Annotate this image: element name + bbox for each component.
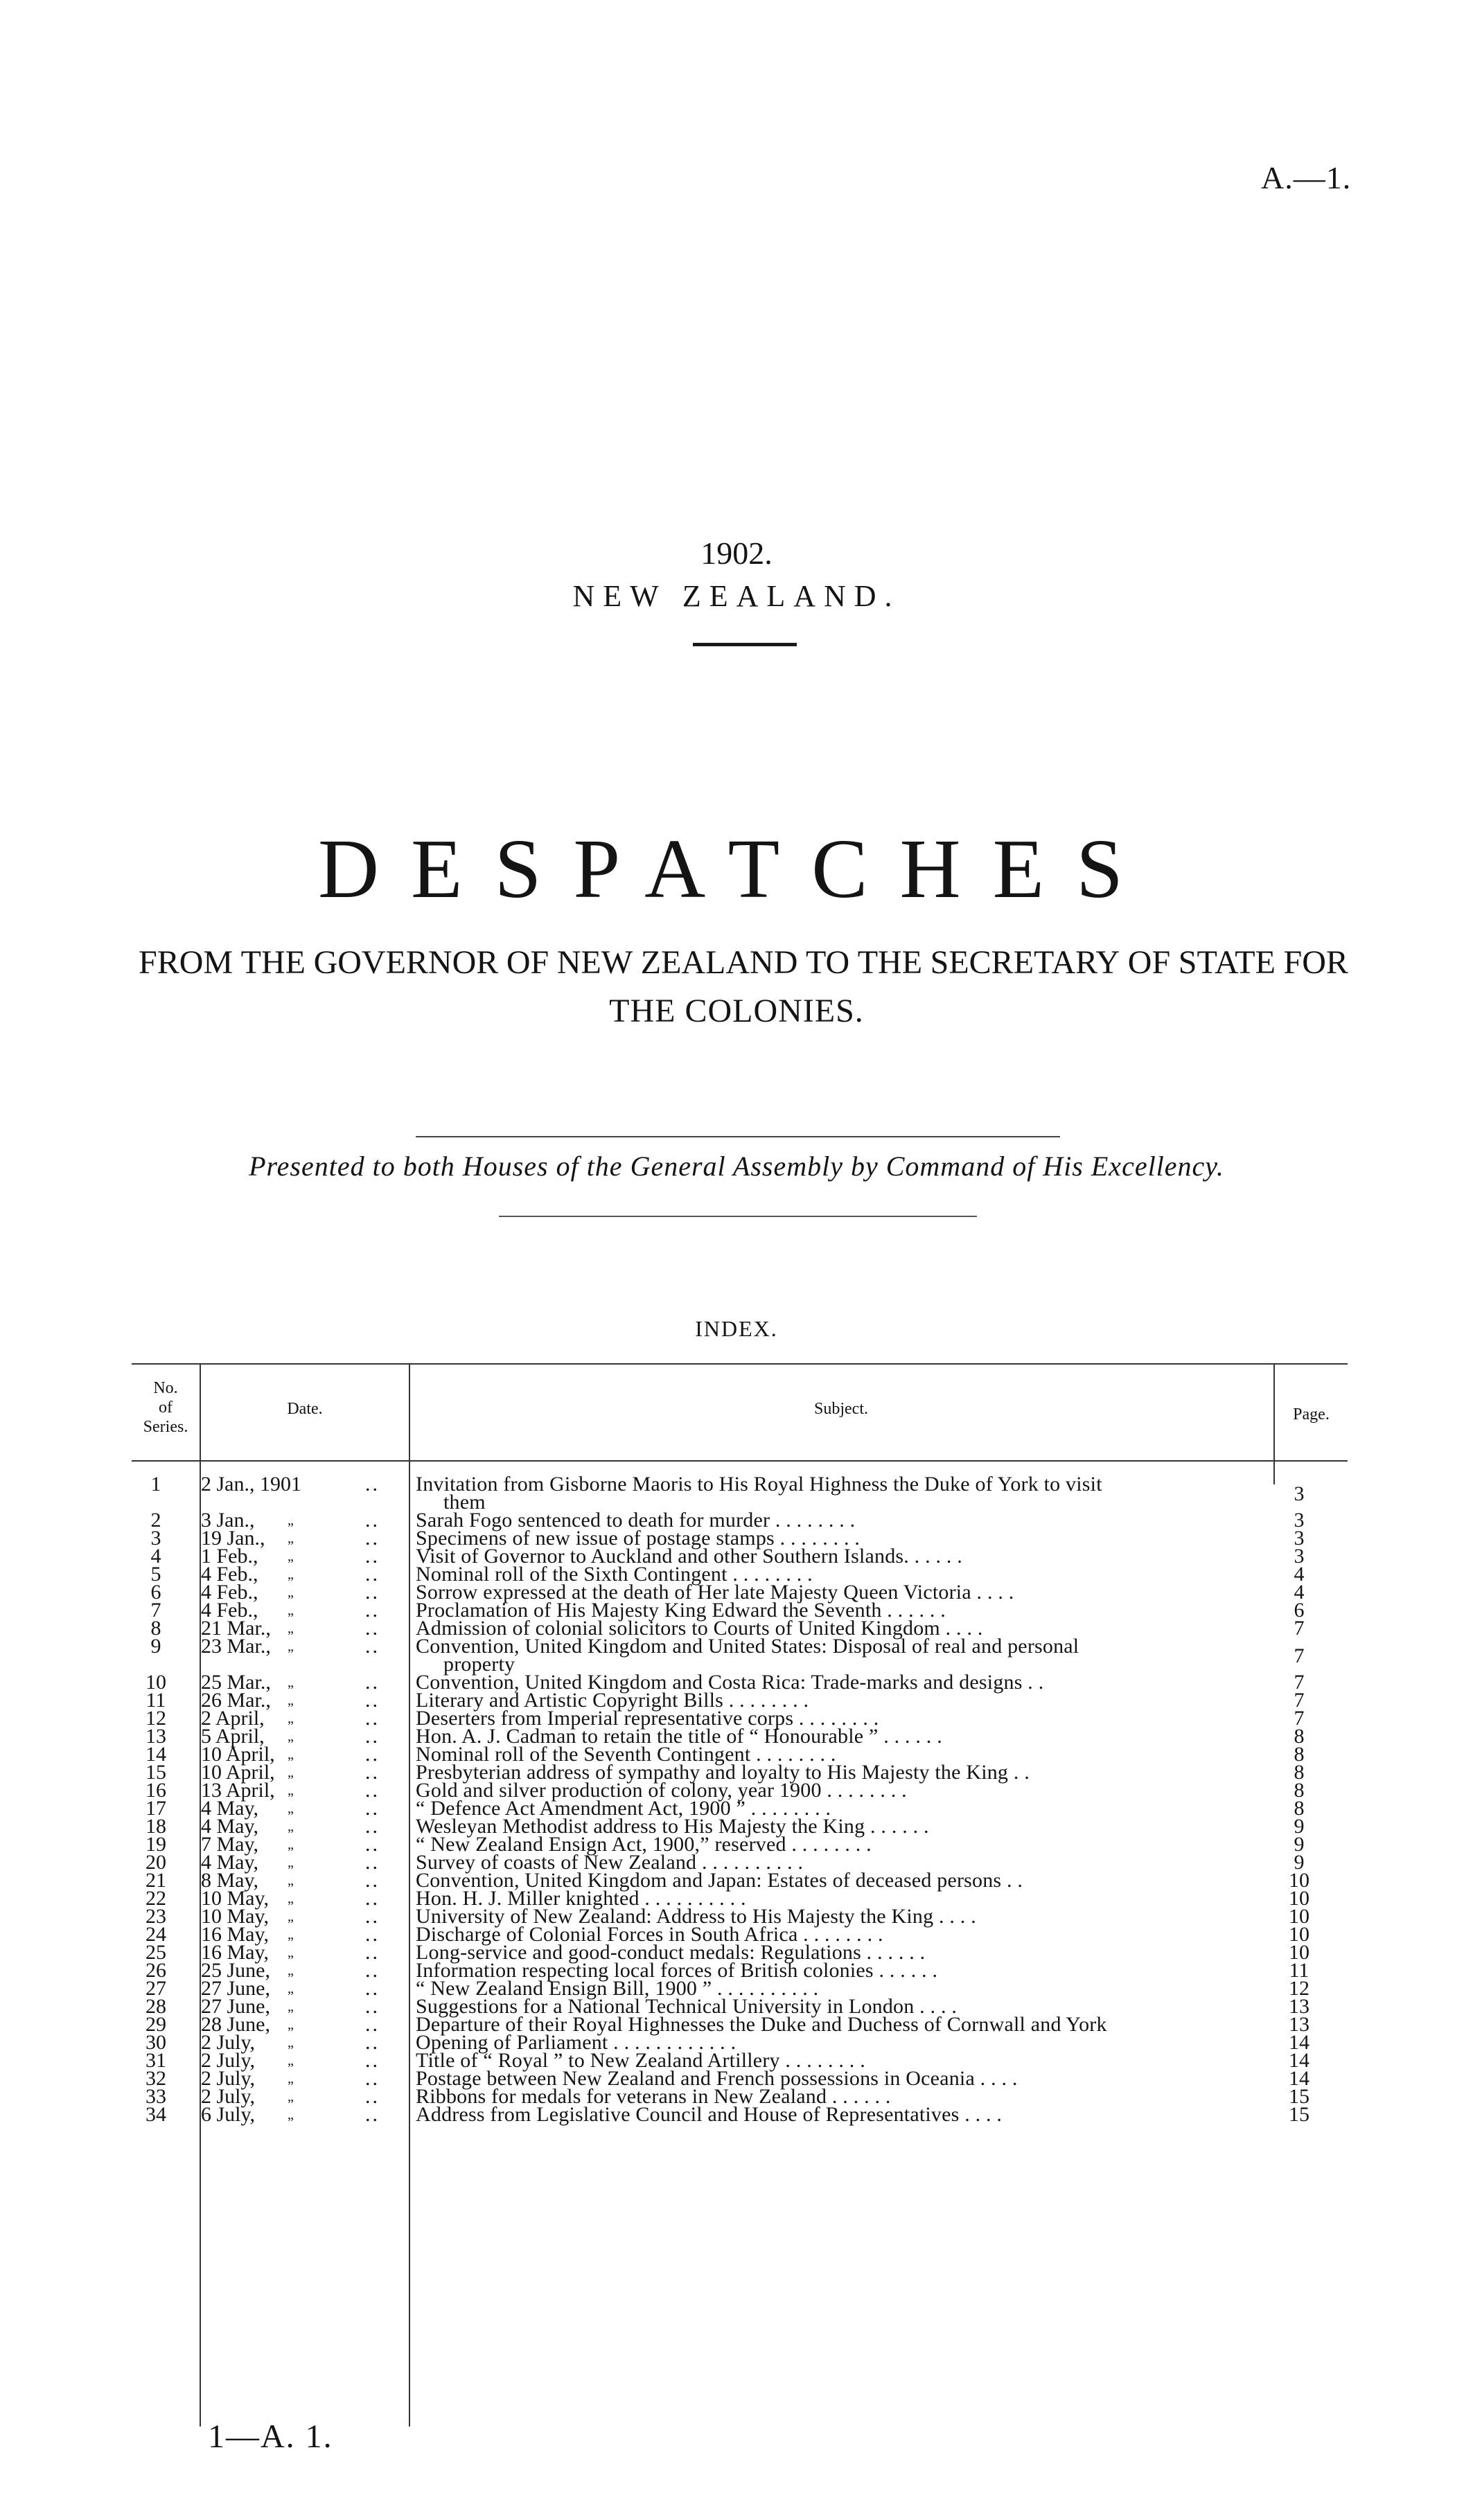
subtitle-word: SECRETARY [930,944,1120,981]
leader-dots: .. [365,1761,380,1784]
subject-continuation: them [443,1491,486,1514]
despatch-date: 10 April, [201,1743,275,1766]
subject-text: Proclamation of His Majesty King Edward the Seventh . . . . . . [416,1599,946,1622]
leader-dots: .. [365,1671,380,1694]
ditto-mark: „ [288,1981,294,1996]
header-no-line: of [159,1399,173,1417]
page-number: 7 [1294,1617,1305,1640]
header-page: Page. [1293,1405,1330,1423]
subject-text: Information respecting local forces of British colonies . . . . . . [416,1959,938,1982]
series-number: 27 [145,1977,166,2000]
series-number: 8 [150,1617,161,1640]
series-number: 20 [145,1851,166,1874]
ditto-mark: „ [288,1729,294,1744]
series-number: 4 [150,1545,161,1568]
despatch-date: 27 June, [201,1977,270,2000]
series-number: 9 [150,1635,161,1658]
subject-continuation: property [443,1653,515,1676]
subtitle-word: ZEALAND [640,944,798,981]
series-number: 17 [145,1797,166,1820]
subject-text: Long-service and good-conduct medals: Regulations . . . . . . [416,1941,926,1964]
ditto-mark: „ [288,1531,294,1546]
table-top-rule [132,1363,1348,1365]
page-number: 8 [1294,1779,1305,1802]
subject-text: Convention, United Kingdom and United States: Disposal of real and personal [416,1635,1079,1658]
subject-text: Presbyterian address of sympathy and loyalty to His Majesty the King . . [416,1761,1030,1784]
page-signature: 1—A. 1. [208,2418,333,2455]
subject-text: Survey of coasts of New Zealand . . . . . . . . . . [416,1851,804,1874]
ditto-mark: „ [288,2035,294,2050]
series-number: 30 [145,2031,166,2054]
subject-text: “ Defence Act Amendment Act, 1900 ” . . . . . . . . [416,1797,831,1820]
country-heading: NEW ZEALAND. [572,579,901,613]
series-number: 24 [145,1923,166,1946]
leader-dots: .. [365,1887,380,1910]
subject-text: Gold and silver production of colony, year 1900 . . . . . . . . [416,1779,907,1802]
despatch-date: 4 Feb., [201,1599,258,1622]
ditto-mark: „ [288,1873,294,1888]
series-number: 19 [145,1833,166,1856]
series-number: 1 [150,1473,161,1496]
series-number: 13 [145,1725,166,1748]
subject-text: Sarah Fogo sentenced to death for murder . . . . . . . . [416,1509,856,1532]
despatch-date: 21 Mar., [201,1617,271,1640]
leader-dots: .. [365,1815,380,1838]
page-number: 8 [1294,1761,1305,1784]
page-number: 9 [1294,1815,1305,1838]
subject-text: Discharge of Colonial Forces in South Africa . . . . . . . . [416,1923,883,1946]
series-number: 14 [145,1743,166,1766]
leader-dots: .. [365,1473,380,1496]
subject-text: “ New Zealand Ensign Bill, 1900 ” . . . . . . . . . . [416,1977,819,2000]
ditto-mark: „ [288,2071,294,2086]
ditto-mark: „ [288,1747,294,1762]
leader-dots: .. [365,2103,380,2126]
page-number: 4 [1294,1563,1305,1586]
page-number: 15 [1289,2085,1309,2108]
leader-dots: .. [365,1995,380,2018]
despatch-date: 10 May, [201,1905,270,1928]
series-number: 5 [150,1563,161,1586]
ditto-mark: „ [288,2089,294,2104]
despatch-date: 28 June, [201,2013,270,2036]
ditto-mark: „ [288,1639,294,1654]
leader-dots: .. [365,1851,380,1874]
subject-text: Title of “ Royal ” to New Zealand Artillery . . . . . . . . [416,2049,865,2072]
series-number: 29 [145,2013,166,2036]
ditto-mark: „ [288,1603,294,1618]
leader-dots: .. [365,2067,380,2090]
despatch-date: 10 May, [201,1887,270,1910]
page-number: 12 [1289,1977,1309,2000]
despatch-date: 2 July, [201,2031,256,2054]
header-date: Date. [287,1400,323,1418]
despatch-date: 5 April, [201,1725,265,1748]
page-number: 10 [1289,1941,1309,1964]
ditto-mark: „ [288,1819,294,1834]
subtitle-word: THE [857,944,923,981]
page-number: 3 [1294,1527,1305,1550]
leader-dots: .. [365,1959,380,1982]
index-title: INDEX. [695,1316,778,1341]
series-number: 16 [145,1779,166,1802]
page-number: 7 [1294,1644,1305,1667]
leader-dots: .. [365,2031,380,2054]
series-number: 28 [145,1995,166,2018]
page-number: 6 [1294,1599,1305,1622]
series-number: 23 [145,1905,166,1928]
subject-text: Convention, United Kingdom and Costa Rica: Trade-marks and designs . . [416,1671,1044,1694]
page-number: 8 [1294,1725,1305,1748]
page-number: 10 [1289,1905,1309,1928]
subject-text: University of New Zealand: Address to His Majesty the King . . . . [416,1905,976,1928]
page-number: 10 [1289,1923,1309,1946]
despatch-date: 27 June, [201,1995,270,2018]
header-no-of-series [132,1378,200,1437]
page-number: 13 [1289,1995,1309,2018]
ditto-mark: „ [288,1801,294,1816]
page-number: 7 [1294,1671,1305,1694]
despatch-date: 4 May, [201,1797,259,1820]
page-number: 7 [1294,1689,1305,1712]
page-number: 14 [1289,2031,1309,2054]
despatch-date: 23 Mar., [201,1635,271,1658]
page-number: 8 [1294,1743,1305,1766]
ditto-mark: „ [288,2107,294,2122]
ditto-mark: „ [288,1855,294,1870]
subtitle-word: TO [805,944,850,981]
leader-dots: .. [365,1833,380,1856]
page-number: 9 [1294,1851,1305,1874]
leader-dots: .. [365,1581,380,1604]
ditto-mark: „ [288,1963,294,1978]
subject-text: Admission of colonial solicitors to Courts of United Kingdom . . . . [416,1617,983,1640]
ditto-mark: „ [288,1513,294,1528]
despatch-date: 16 May, [201,1941,270,1964]
ditto-mark: „ [288,1549,294,1564]
subject-text: Sorrow expressed at the death of Her late Majesty Queen Victoria . . . . [416,1581,1014,1604]
leader-dots: .. [365,1707,380,1730]
subject-text: Ribbons for medals for veterans in New Zealand . . . . . . [416,2085,891,2108]
leader-dots: .. [365,1941,380,1964]
ditto-mark: „ [288,1621,294,1636]
leader-dots: .. [365,2085,380,2108]
page-number: 3 [1294,1509,1305,1532]
presented-statement: Presented to both Houses of the General Assembly by Command of His Excellency. [249,1151,1224,1182]
page-number: 15 [1289,2103,1309,2126]
leader-dots: .. [365,1689,380,1712]
header-no-line: No. [153,1379,178,1397]
despatch-date: 8 May, [201,1869,259,1892]
despatch-date: 1 Feb., [201,1545,258,1568]
page-number: 14 [1289,2049,1309,2072]
subject-text: Convention, United Kingdom and Japan: Estates of deceased persons . . [416,1869,1023,1892]
page-number: 4 [1294,1581,1305,1604]
despatch-date: 25 June, [201,1959,270,1982]
subject-text: Literary and Artistic Copyright Bills . . . . . . . . [416,1689,809,1712]
ditto-mark: „ [288,1927,294,1942]
series-number: 11 [145,1689,166,1712]
page-number: 8 [1294,1797,1305,1820]
subtitle-word: THE [240,944,306,981]
divider-below-presented [499,1216,977,1217]
subject-text: Hon. H. J. Miller knighted . . . . . . . . . . [416,1887,746,1910]
despatch-date: 6 July, [201,2103,256,2126]
subtitle-word: FOR [1283,944,1348,981]
page-number: 3 [1294,1545,1305,1568]
despatch-date: 10 April, [201,1761,275,1784]
leader-dots: .. [365,1797,380,1820]
despatch-date: 3 Jan., [201,1509,255,1532]
ditto-mark: „ [288,1711,294,1726]
leader-dots: .. [365,1563,380,1586]
subject-text: Wesleyan Methodist address to His Majesty the King . . . . . . [416,1815,929,1838]
leader-dots: .. [365,1905,380,1928]
series-number: 2 [150,1509,161,1532]
despatch-date: 25 Mar., [201,1671,271,1694]
ditto-mark: „ [288,2017,294,2032]
subject-text: Nominal roll of the Sixth Contingent . . . . . . . . [416,1563,813,1586]
series-number: 33 [145,2085,166,2108]
divider-above-presented [416,1136,1060,1137]
page-number: 11 [1289,1959,1309,1982]
despatch-date: 16 May, [201,1923,270,1946]
page-number: 3 [1294,1482,1305,1505]
leader-dots: .. [365,1743,380,1766]
index-table [132,1363,1348,2458]
subject-text: Opening of Parliament . . . . . . . . . . . . [416,2031,736,2054]
subtitle-word: STATE [1178,944,1276,981]
despatch-date: 2 July, [201,2085,256,2108]
series-number: 22 [145,1887,166,1910]
subtitle-word: GOVERNOR [313,944,499,981]
document-title: DESPATCHES [317,822,1156,916]
subject-text: Specimens of new issue of postage stamps . . . . . . . . [416,1527,861,1550]
leader-dots: .. [365,1977,380,2000]
leader-dots: .. [365,1779,380,1802]
leader-dots: .. [365,1617,380,1640]
despatch-date: 7 May, [201,1833,259,1856]
subject-text: “ New Zealand Ensign Act, 1900,” reserved . . . . . . . . [416,1833,872,1856]
ditto-mark: „ [288,1891,294,1906]
subject-text: Invitation from Gisborne Maoris to His Royal Highness the Duke of York to visit [416,1473,1102,1496]
subtitle-word: OF [506,944,549,981]
leader-dots: .. [365,1869,380,1892]
despatch-date: 2 April, [201,1707,265,1730]
series-number: 32 [145,2067,166,2090]
series-number: 25 [145,1941,166,1964]
ditto-mark: „ [288,1567,294,1582]
subject-text: Suggestions for a National Technical University in London . . . . [416,1995,958,2018]
subtitle-word: OF [1127,944,1171,981]
subject-text: Postage between New Zealand and French possessions in Oceania . . . . [416,2067,1018,2090]
ditto-mark: „ [288,1675,294,1690]
leader-dots: .. [365,1725,380,1748]
despatch-date: 2 July, [201,2049,256,2072]
leader-dots: .. [365,1599,380,1622]
ditto-mark: „ [288,1693,294,1708]
series-number: 31 [145,2049,166,2072]
subject-text: Deserters from Imperial representative corps . . . . . . . . [416,1707,879,1730]
series-number: 34 [145,2103,166,2126]
leader-dots: .. [365,1527,380,1550]
ditto-mark: „ [288,1783,294,1798]
despatch-date: 13 April, [201,1779,275,1802]
despatch-date: 26 Mar., [201,1689,271,1712]
table-header-rule [132,1460,1348,1462]
header-no-line: Series. [143,1418,188,1436]
document-reference: A.—1. [1261,160,1352,195]
page-number: 13 [1289,2013,1309,2036]
short-divider [693,643,797,646]
ditto-mark: „ [288,1585,294,1600]
subtitle-line-1 [139,943,1348,982]
series-number: 6 [150,1581,161,1604]
ditto-mark: „ [288,1765,294,1780]
leader-dots: .. [365,2013,380,2036]
page-number: 7 [1294,1707,1305,1730]
despatch-date: 4 May, [201,1815,259,1838]
header-subject: Subject. [814,1400,868,1418]
page-number: 9 [1294,1833,1305,1856]
despatch-date: 4 May, [201,1851,259,1874]
page-number: 10 [1289,1869,1309,1892]
series-number: 7 [150,1599,161,1622]
ditto-mark: „ [288,1945,294,1960]
ditto-mark: „ [288,1837,294,1852]
subject-text: Departure of their Royal Highnesses the Duke and Duchess of Cornwall and York [416,2013,1107,2036]
ditto-mark: „ [288,1999,294,2014]
series-number: 26 [145,1959,166,1982]
series-number: 18 [145,1815,166,1838]
subject-text: Address from Legislative Council and House of Representatives . . . . [416,2103,1003,2126]
subject-text: Visit of Governor to Auckland and other Southern Islands. . . . . . [416,1545,962,1568]
table-row [132,2013,1348,2036]
despatch-date: 4 Feb., [201,1563,258,1586]
leader-dots: .. [365,1509,380,1532]
leader-dots: .. [365,1545,380,1568]
leader-dots: .. [365,1635,380,1658]
subject-text: Nominal roll of the Seventh Contingent . . . . . . . . [416,1743,836,1766]
series-number: 12 [145,1707,166,1730]
ditto-mark: „ [288,1909,294,1924]
series-number: 3 [150,1527,161,1550]
page-number: 10 [1289,1887,1309,1910]
subtitle-word: FROM [139,944,233,981]
leader-dots: .. [365,1923,380,1946]
table-row [132,2103,1348,2126]
despatch-date: 19 Jan., [201,1527,265,1550]
series-number: 21 [145,1869,166,1892]
despatch-date: 2 July, [201,2067,256,2090]
subject-text: Hon. A. J. Cadman to retain the title of “ Honourable ” . . . . . . [416,1725,942,1748]
page-number: 14 [1289,2067,1309,2090]
leader-dots: .. [365,2049,380,2072]
despatch-date: 2 Jan., 1901 [201,1473,301,1496]
series-number: 15 [145,1761,166,1784]
ditto-mark: „ [288,2053,294,2068]
document-year: 1902. [700,535,773,571]
series-number: 10 [145,1671,166,1694]
subtitle-word: NEW [556,944,633,981]
despatch-date: 4 Feb., [201,1581,258,1604]
subtitle-line-2: THE COLONIES. [609,993,864,1029]
